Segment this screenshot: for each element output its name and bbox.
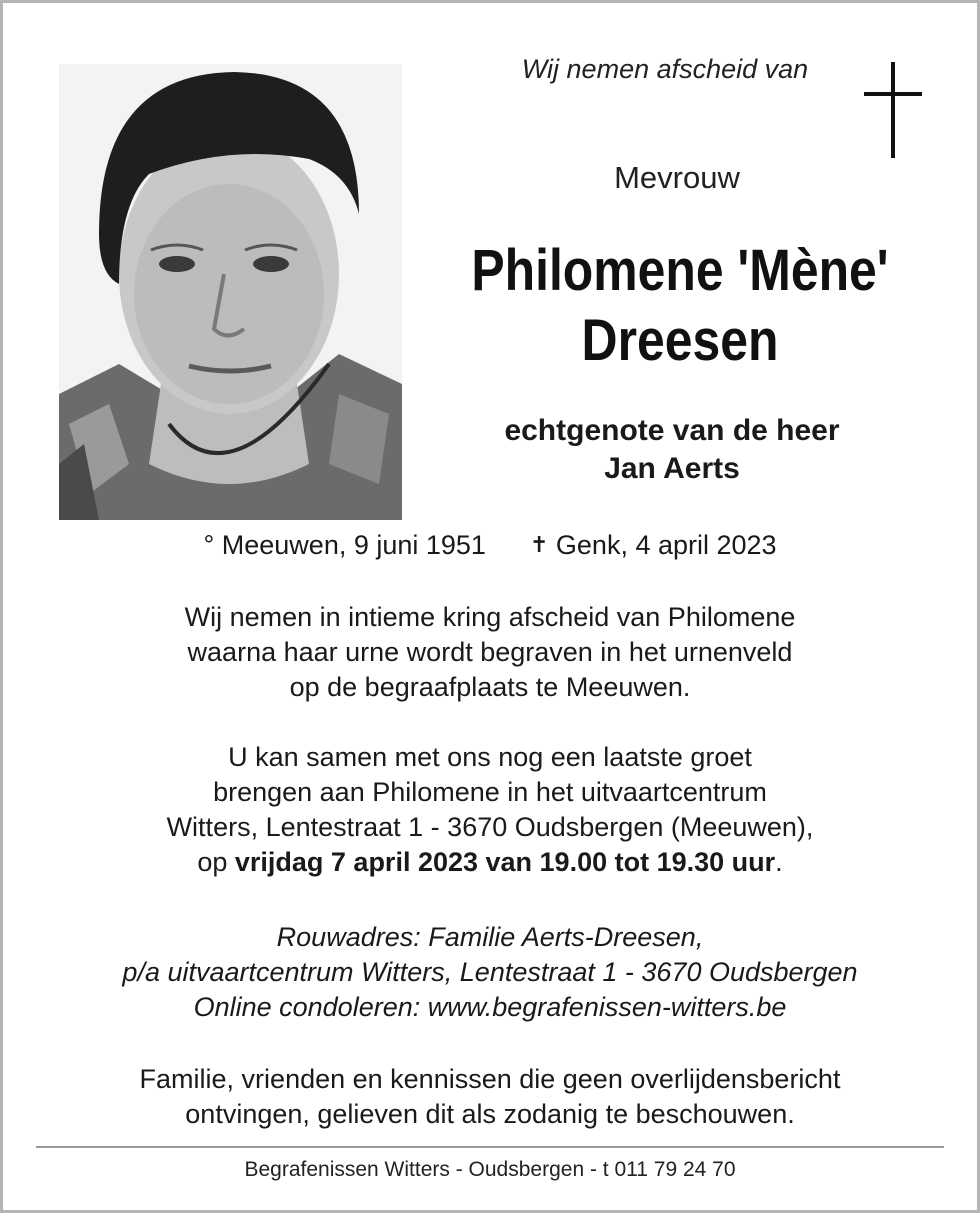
- paragraph-address: [40, 920, 940, 1025]
- portrait-photo: [59, 64, 402, 520]
- spouse-info: [432, 412, 912, 488]
- paragraph-notice: [40, 1062, 940, 1132]
- name-line-2: Dreesen: [581, 308, 779, 373]
- death-symbol-icon: ✝: [529, 532, 549, 557]
- text-line: Witters, Lentestraat 1 - 3670 Oudsbergen (Meeuwen),: [166, 812, 814, 842]
- birth-date: Meeuwen, 9 juni 1951: [221, 530, 486, 560]
- visitation-time: vrijdag 7 april 2023 van 19.00 tot 19.30 uur: [234, 847, 776, 877]
- footer-contact: Begrafenissen Witters - Oudsbergen - t 011 79 24 70: [244, 1158, 736, 1181]
- text-line: Familie, vrienden en kennissen die geen overlijdensbericht: [139, 1064, 841, 1094]
- spouse-line-2: Jan Aerts: [604, 452, 740, 485]
- spouse-line-1: echtgenote van de heer: [504, 414, 840, 447]
- text-line: op de begraafplaats te Meeuwen.: [289, 672, 691, 702]
- portrait-image: [59, 64, 402, 520]
- death-date: Genk, 4 april 2023: [555, 530, 777, 560]
- title-salutation: Mevrouw: [614, 160, 740, 195]
- time-suffix: .: [775, 847, 783, 877]
- text-line: U kan samen met ons nog een laatste groet: [228, 742, 752, 772]
- time-prefix: op: [197, 847, 235, 877]
- paragraph-ceremony: [40, 600, 940, 705]
- text-line: brengen aan Philomene in het uitvaartcentrum: [213, 777, 767, 807]
- text-line: p/a uitvaartcentrum Witters, Lentestraat 1 - 3670 Oudsbergen: [122, 957, 858, 987]
- visitation-time-line: [40, 845, 940, 880]
- dates-line: [0, 530, 980, 561]
- name-line-1: Philomene 'Mène': [471, 238, 889, 303]
- footer-divider: [36, 1146, 944, 1148]
- text-line: Wij nemen in intieme kring afscheid van Philomene: [184, 602, 796, 632]
- birth-symbol: °: [203, 530, 215, 560]
- text-line: Rouwadres: Familie Aerts-Dreesen,: [276, 922, 704, 952]
- deceased-name: [456, 236, 903, 376]
- text-line: waarna haar urne wordt begraven in het urnenveld: [187, 637, 793, 667]
- condolence-link[interactable]: Online condoleren: www.begrafenissen-witters.be: [193, 992, 787, 1022]
- intro-text: Wij nemen afscheid van: [521, 54, 809, 84]
- text-line: ontvingen, gelieven dit als zodanig te beschouwen.: [185, 1099, 795, 1129]
- paragraph-visitation: [40, 740, 940, 880]
